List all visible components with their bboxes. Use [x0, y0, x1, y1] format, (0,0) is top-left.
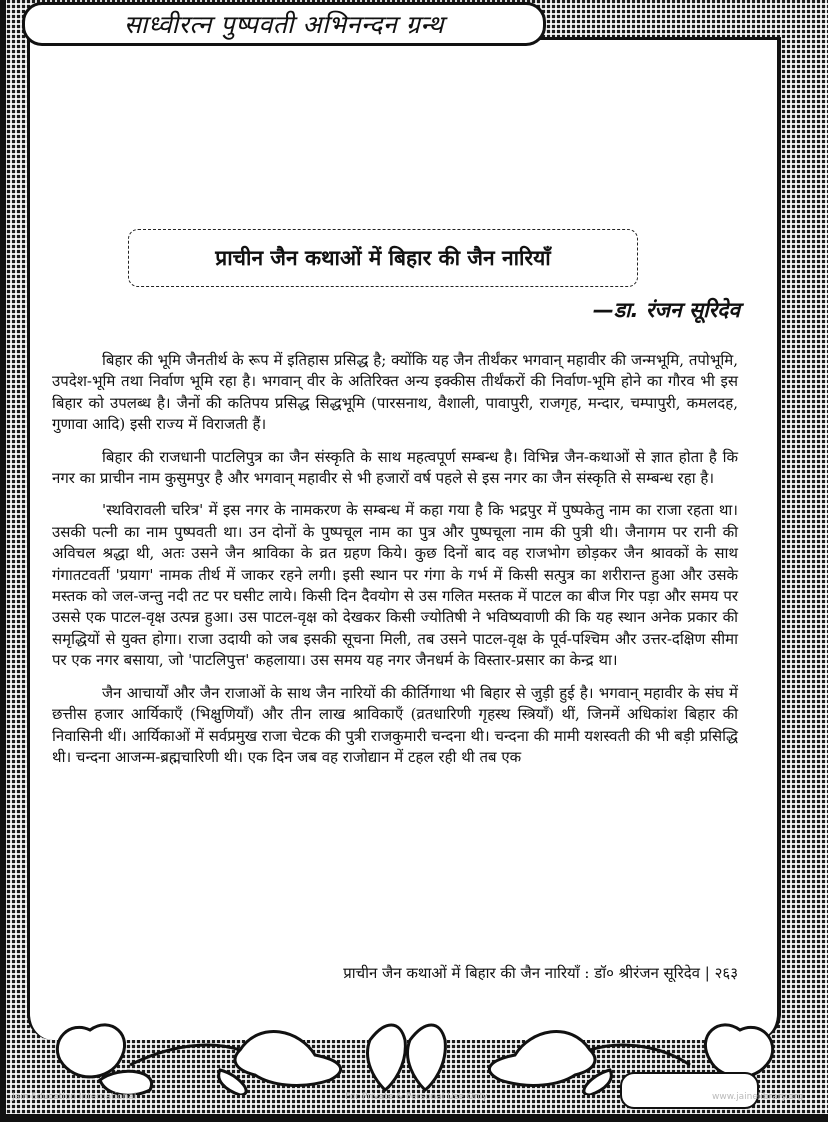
blank-label-plate: [620, 1072, 759, 1109]
frame-bottom-edge: [0, 1114, 828, 1122]
paragraph: जैन आचार्यों और जैन राजाओं के साथ जैन नारियों की कीर्तिगाथा भी बिहार से जुड़ी हुई है। भगवान् महावीर के संघ में छत्तीस हजार आर्यिकाएँ (भिक्षुणियाँ) और तीन लाख श्राविकाएँ (व्रतधारिणी गृहस्थ स्त्रियाँ) थीं, जिनमें अधिकांश बिहार की निवासिनी थीं। आर्यिकाओं में सर्वप्रमुख राजा चेटक की पुत्री राजकुमारी चन्दना थी। चन्दना की मामी यशस्वती की भी बड़ी प्रसिद्धि थी। चन्दना आजन्म-ब्रह्मचारिणी थी। एक दिन जब वह राजोद्यान में टहल रही थी तब एक: [52, 683, 738, 766]
book-title: साध्वीरत्न पुष्पवती अभिनन्दन ग्रन्थ: [124, 10, 444, 39]
paragraph: 'स्थविरावली चरित्र' में इस नगर के नामकरण के सम्बन्ध में कहा गया है कि भद्रपुर में पुष्पकेतु नाम का राजा रहता था। उसकी पत्नी का नाम पुष्पवती था। उन दोनों के पुष्पचूल नाम का पुत्र और पुष्पचूला नाम की पुत्री थी। जैनागम पर रानी की अविचल श्रद्धा थी, अतः उसने जैन श्राविका के व्रत ग्रहण किये। कुछ दिनों बाद वह राजभोग छोड़कर जैन श्रावकों के साथ गंगातटवर्ती 'प्रयाग' नामक तीर्थ में जाकर रहने लगी। इसी स्थान पर गंगा के गर्भ में किसी सत्पुत्र का शरीरान्त हुआ और उसके मस्तक को जल-जन्तु नदी तट पर घसीट लाये। किसी दिन दैवयोग से उस गलित मस्तक में पाटल का बीज गिर पड़ा और समय पर उससे एक पाटल-वृक्ष उत्पन्न हुआ। उस पाटल-वृक्ष को देखकर किसी ज्योतिषी ने भविष्यवाणी की कि यह स्थान अनेक प्रकार की समृद्धियों से युक्त होगा। राजा उदायी को जब इसकी सूचना मिली, तब उसने पाटल-वृक्ष के पूर्व-पश्चिम और उत्तर-दक्षिण सीमा पर एक नगर बसाया, जो 'पाटलिपुत्त' कहलाया। उस समय यह नगर जैनधर्म के विस्तार-प्रसार का केन्द्र था।: [52, 501, 738, 670]
watermark-center: For Private & Personal Use Only: [345, 1092, 488, 1102]
article-body: [52, 350, 738, 779]
paragraph: बिहार की राजधानी पाटलिपुत्र का जैन संस्कृति के साथ महत्वपूर्ण सम्बन्ध है। विभिन्न जैन-कथाओं से ज्ञात होता है कि नगर का प्राचीन नाम कुसुमपुर है और भगवान् महावीर से भी हजारों वर्ष पहले से इस नगर का जैन संस्कृति से सम्बन्ध रहा है।: [52, 447, 738, 488]
article-title: प्राचीन जैन कथाओं में बिहार की जैन नारियाँ: [215, 246, 551, 270]
paragraph: बिहार की भूमि जैनतीर्थ के रूप में इतिहास प्रसिद्ध है; क्योंकि यह जैन तीर्थंकर भगवान् महावीर की जन्मभूमि, तपोभूमि, उपदेश-भूमि तथा निर्वाण भूमि रहा है। भगवान् वीर के अतिरिक्त अन्य इक्कीस तीर्थंकरों की निर्वाण-भूमि होने का गौरव भी इस बिहार को उपलब्ध है। जैनों की कतिपय प्रसिद्ध सिद्धभूमि (पारसनाथ, वैशाली, पावापुरी, राजगृह, मन्दार, चम्पापुरी, कमलदह, गुणावा आदि) इसी राज्य में विराजती हैं।: [52, 351, 738, 434]
article-title-box: [128, 229, 638, 287]
article-author: —डा. रंजन सूरिदेव: [592, 298, 740, 322]
running-footer: प्राचीन जैन कथाओं में बिहार की जैन नारियाँ : डॉ० श्रीरंजन सूरिदेव | २६३: [343, 964, 738, 982]
book-title-banner: [22, 2, 546, 46]
frame-left-edge: [0, 0, 6, 1122]
watermark-left: Jain Education International: [12, 1092, 137, 1102]
watermark-right: www.jainelibrary.org: [712, 1092, 804, 1102]
